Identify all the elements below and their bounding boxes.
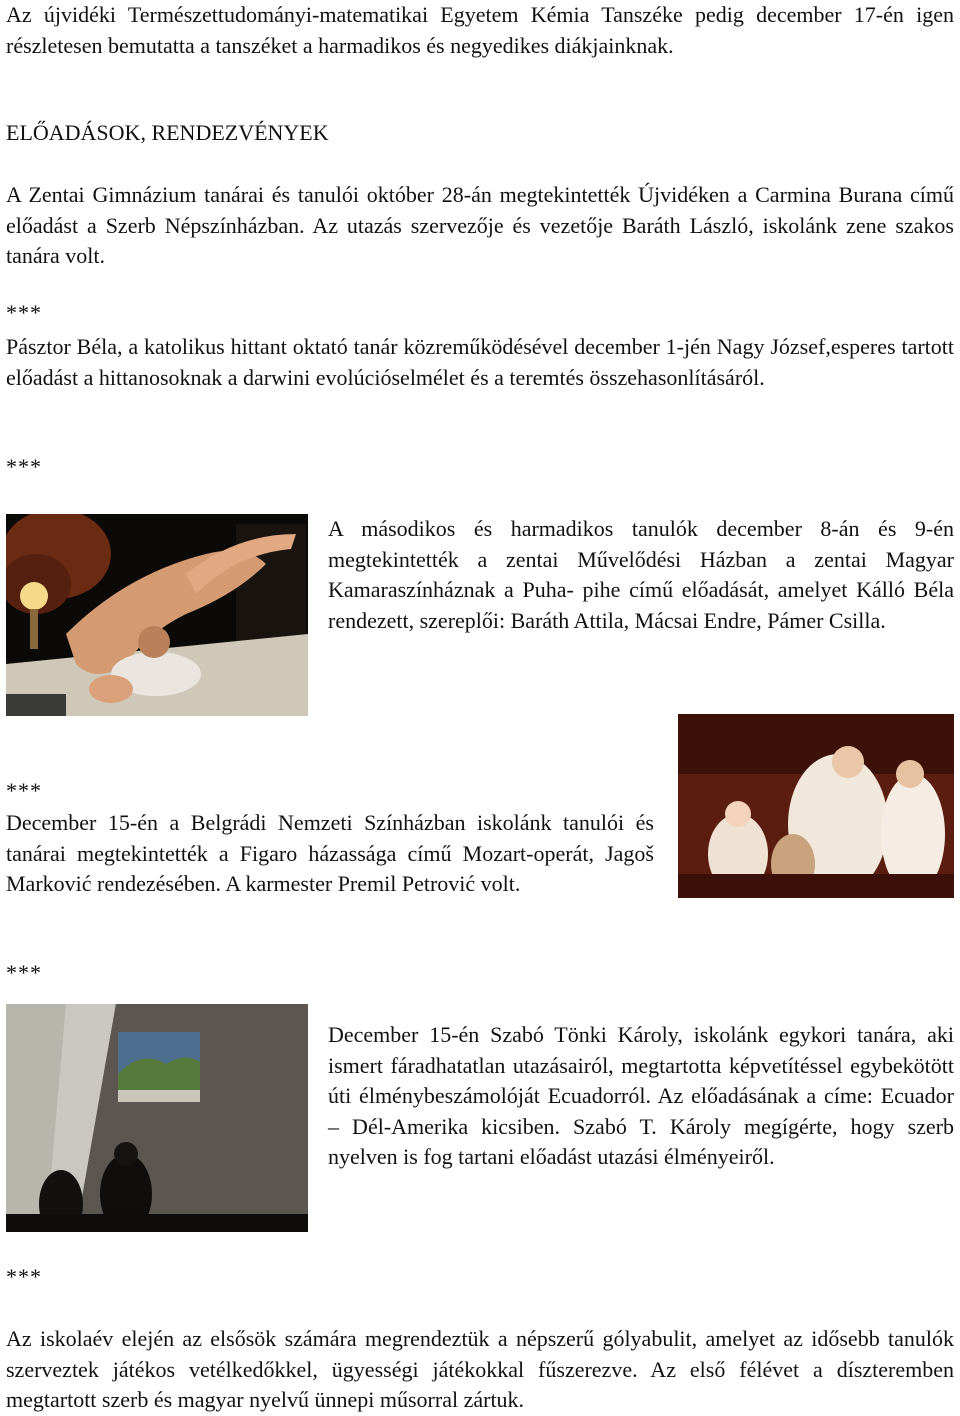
paragraph-figaro: December 15-én a Belgrádi Nemzeti Színházban iskolánk tanulói és tanárai megtekintették a Figaro házassága című Mozart-operát, Jagoš Marković rendezésében. A karmester Premil Petrović volt. [6, 810, 654, 896]
paragraph-golyabal: Az iskolaév elején az elsősök számára megrendeztük a népszerű gólyabulit, amelyet az idősebb tanulók szerveztek játékos vetélkedőkkel, ügyességi játékokkal fűszerezve. Az első félévet a díszteremben megtartott szerb és magyar nyelvű ünnepi műsorral zártuk. [6, 1326, 954, 1412]
section-heading: ELŐADÁSOK, RENDEZVÉNYEK [6, 120, 329, 145]
intro-paragraph: Az újvidéki Természettudományi-matematikai Egyetem Kémia Tanszéke pedig december 17-én igen részletesen bemutatta a tanszéket a harmadikos és negyedikes diákjainknak. [6, 2, 954, 58]
paragraph-carmina-burana: A Zentai Gimnázium tanárai és tanulói október 28-án megtekintették Újvidéken a Carmina Burana című előadást a Szerb Népszínházban. Az utazás szervezője és vezetője Baráth László, iskolánk zene szakos tanára volt. [6, 182, 954, 268]
separator: *** [6, 1264, 42, 1289]
separator: *** [6, 300, 42, 325]
slide-projection-photo [6, 1004, 308, 1232]
opera-scene-photo [678, 714, 954, 898]
paragraph-ecuador: December 15-én Szabó Tönki Károly, iskolánk egykori tanára, aki ismert fáradhatatlan utazásairól, megtartotta képvetítéssel egybekötött úti élménybeszámolóját Ecuadorról. Az előadásának a címe: Ecuador – Dél-Amerika kicsiben. Szabó T. Károly megígérte, hogy szerb nyelven is fog tartani előadást utazási élményeiről. [328, 1022, 954, 1169]
separator: *** [6, 960, 42, 985]
separator: *** [6, 778, 42, 803]
paragraph-puha-pihe: A másodikos és harmadikos tanulók december 8-án és 9-én megtekintették a zentai Művelődési Házban a zentai Magyar Kamaraszínháznak a Puha- pihe című előadását, amelyet Kálló Béla rendezett, szereplői: Baráth Attila, Mácsai Endre, Pámer Csilla. [328, 516, 954, 633]
paragraph-pasztor-bela: Pásztor Béla, a katolikus hittant oktató tanár közreműködésével december 1-jén Nagy József,esperes tartott előadást a hittanosoknak a darwini evolúcióselmélet és a teremtés összehasonlításáról. [6, 334, 954, 390]
separator: *** [6, 454, 42, 479]
theatre-scene-photo [6, 514, 308, 716]
